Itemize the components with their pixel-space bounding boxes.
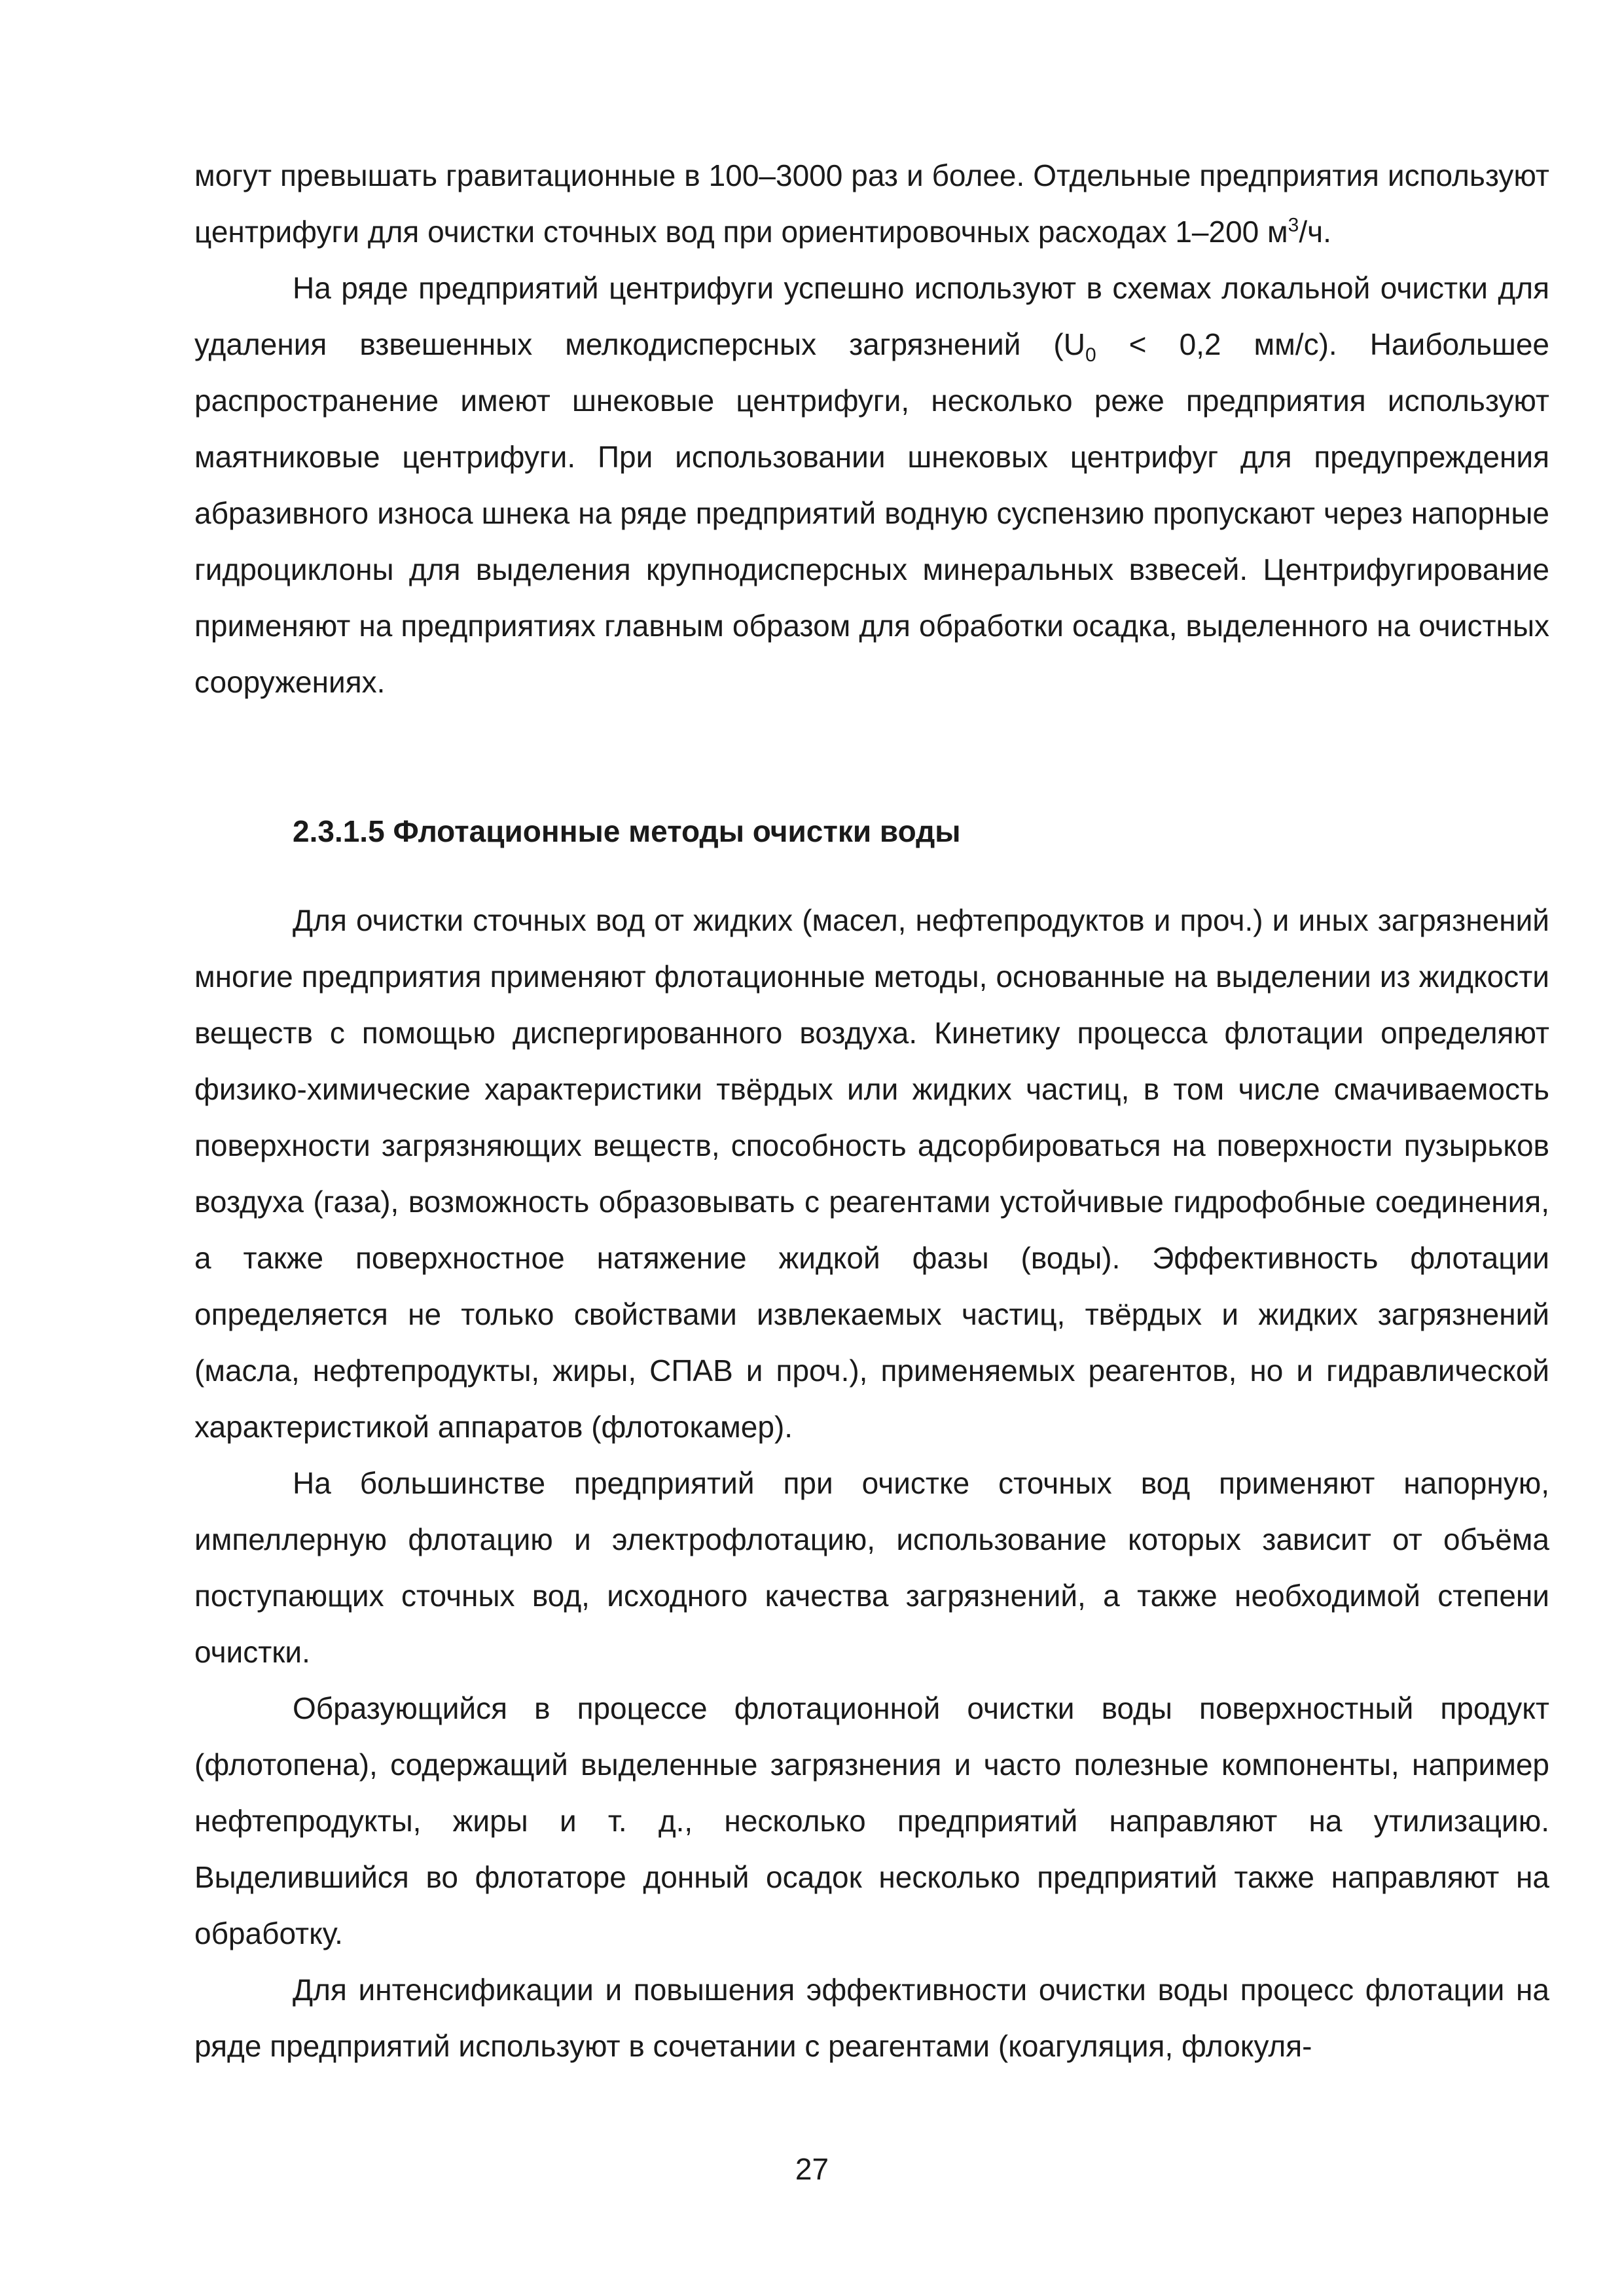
subscript: 0 bbox=[1085, 344, 1096, 367]
section-heading-block bbox=[194, 803, 1549, 859]
paragraph-centrifuge-capacity bbox=[194, 147, 1549, 260]
paragraph-text-continued: < 0,2 мм/с). Наибольшее распространение имеют шнековые центрифуги, несколько реже предприятия используют маятниковые центрифуги. При использовании шнековых центрифуг для предупреждения абразивного износа шнека на ряде предприятий водную суспензию пропускают через напорные гидроциклоны для выделения крупнодисперсных минеральных взвесей. Центрифугирование применяют на предприятиях главным образом для обработки осадка, выделенного на очистных сооружениях. bbox=[194, 327, 1549, 699]
paragraph-flotation-types: На большинстве предприятий при очистке сточных вод применяют напорную, импеллерную флотацию и электрофлотацию, использование которых зависит от объёма поступающих сточных вод, исходного качества загрязнений, а также необходимой степени очистки. bbox=[194, 1466, 1549, 1669]
paragraph-text: могут превышать гравитационные в 100–3000 раз и более. Отдельные предприятия используют центрифуги для очистки сточных вод при ориентировочных расходах 1–200 м bbox=[194, 158, 1549, 249]
paragraph-text: На ряде предприятий центрифуги успешно используют в схемах локальной очистки для удаления взвешенных мелкодисперсных загрязнений (U bbox=[194, 271, 1549, 361]
page-number: 27 bbox=[795, 2152, 829, 2186]
paragraph-centrifuge-usage bbox=[194, 260, 1549, 710]
superscript: 3 bbox=[1288, 214, 1299, 236]
paragraph-flotation-reagents: Для интенсификации и повышения эффективности очистки воды процесс флотации на ряде предприятий используют в сочетании с реагентами (коагуляция, флокуля- bbox=[194, 1973, 1549, 2063]
paragraph-flotation-froth: Образующийся в процессе флотационной очистки воды поверхностный продукт (флотопена), содержащий выделенные загрязнения и часто полезные компоненты, например нефтепродукты, жиры и т. д., несколько предприятий направляют на утилизацию. Выделившийся во флотаторе донный осадок несколько предприятий также направляют на обработку. bbox=[194, 1691, 1549, 1950]
paragraph-flotation-kinetics: Для очистки сточных вод от жидких (масел, нефтепродуктов и проч.) и иных загрязнений многие предприятия применяют флотационные методы, основанные на выделении из жидкости веществ с помощью диспергированного воздуха. Кинетику процесса флотации определяют физико-химические характеристики твёрдых или жидких частиц, в том числе смачиваемость поверхности загрязняющих веществ, способность адсорбироваться на поверхности пузырьков воздуха (газа), возможность образовывать с реагентами устойчивые гидрофобные соединения, а также поверхностное натяжение жидкой фазы (воды). Эффективность флотации определяется не только свойствами извлекаемых частиц, твёрдых и жидких загрязнений (масла, нефтепродукты, жиры, СПАВ и проч.), применяемых реагентов, но и гидравлической характеристикой аппаратов (флотокамер). bbox=[194, 903, 1549, 1444]
text-block-flotation bbox=[194, 892, 1549, 2074]
paragraph-text-end: /ч. bbox=[1299, 215, 1331, 249]
text-block-top bbox=[194, 147, 1549, 710]
section-heading: 2.3.1.5 Флотационные методы очистки воды bbox=[293, 814, 961, 848]
